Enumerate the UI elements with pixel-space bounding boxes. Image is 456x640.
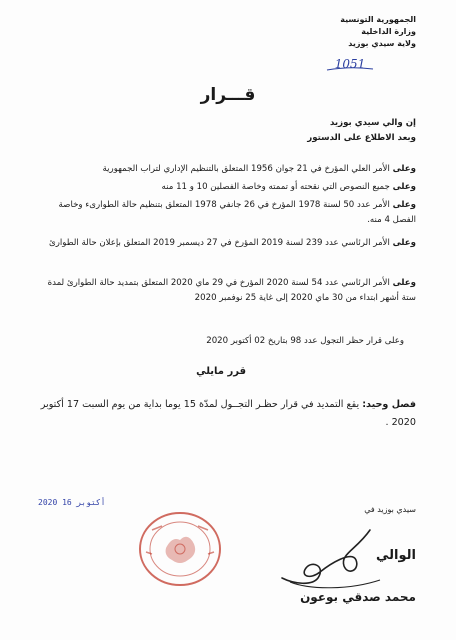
consideration-6 [24, 334, 404, 349]
preamble-line-1: إن والي سيدي بوزيد [329, 118, 416, 128]
letterhead-governorate: ولاية سيدي بوزيد [348, 39, 416, 48]
preamble-line-2: وبعد الاطلاع على الدستور [307, 133, 416, 143]
signatory-title: الوالي [376, 548, 416, 563]
reference-number: 1051 [334, 57, 366, 71]
letterhead-ministry: وزارة الداخلية [361, 27, 416, 36]
single-article [26, 396, 416, 432]
consideration-text: الأمر عدد 50 لسنة 1978 المؤرخ في 26 جانفي 1978 المتعلق بتنظيم حالة الطوارىء وخاصة الفصل 4 منه. [58, 200, 416, 225]
consideration-lead: وعلى [392, 182, 416, 192]
place-line: سيدي بوزيد في [364, 505, 416, 514]
consideration-text: وعلى قرار حظر التجول عدد 98 بتاريخ 02 أكتوبر 2020 [206, 336, 404, 346]
article-lead: فصل وحيد: [362, 399, 416, 410]
consideration-5 [36, 276, 416, 306]
date-stamp [38, 490, 128, 507]
consideration-text: جميع النصوص التي نقحته أو تممته وخاصة الفصلين 10 و 11 منه [161, 182, 393, 192]
consideration-text: الأمر الرئاسي عدد 54 لسنة 2020 المؤرخ في 29 ماي 2020 المتعلق بتمديد حالة الطوارئ لمدة ستة أشهر ابتداء من 30 ماي 2020 إلى غاية 25 نوفمبر 2020 [47, 278, 416, 303]
consideration-lead: وعلى [392, 278, 416, 288]
document-title: قـــرار [200, 85, 256, 105]
consideration-text: الأمر العلي المؤرخ في 21 جوان 1956 المتعلق بالتنظيم الإداري لتراب الجمهورية [102, 164, 393, 174]
consideration-text: الأمر الرئاسي عدد 239 لسنة 2019 المؤرخ في 27 ديسمبر 2019 المتعلق بإعلان حالة الطوارئ [48, 238, 393, 248]
reference-underline [325, 66, 375, 72]
consideration-lead: وعلى [392, 164, 416, 174]
consideration-3 [36, 198, 416, 228]
letterhead [266, 14, 416, 50]
consideration-lead: وعلى [392, 238, 416, 248]
official-seal [132, 508, 228, 590]
signatory-name: محمد صدقي بوعون [300, 590, 416, 604]
consideration-lead: وعلى [392, 200, 416, 210]
consideration-2 [36, 180, 416, 195]
article-text: يقع التمديد في قرار حظـر التجــول لمدّة 15 يوما بداية من يوم السبت 17 أكتوبر 2020 . [40, 399, 416, 428]
letterhead-republic: الجمهورية التونسية [340, 15, 416, 24]
decision-heading: قرر مايلي [196, 366, 246, 377]
consideration-4 [36, 236, 416, 251]
consideration-1 [36, 162, 416, 177]
date-stamp-text: 2020 أكتوبر 16 [38, 498, 106, 507]
